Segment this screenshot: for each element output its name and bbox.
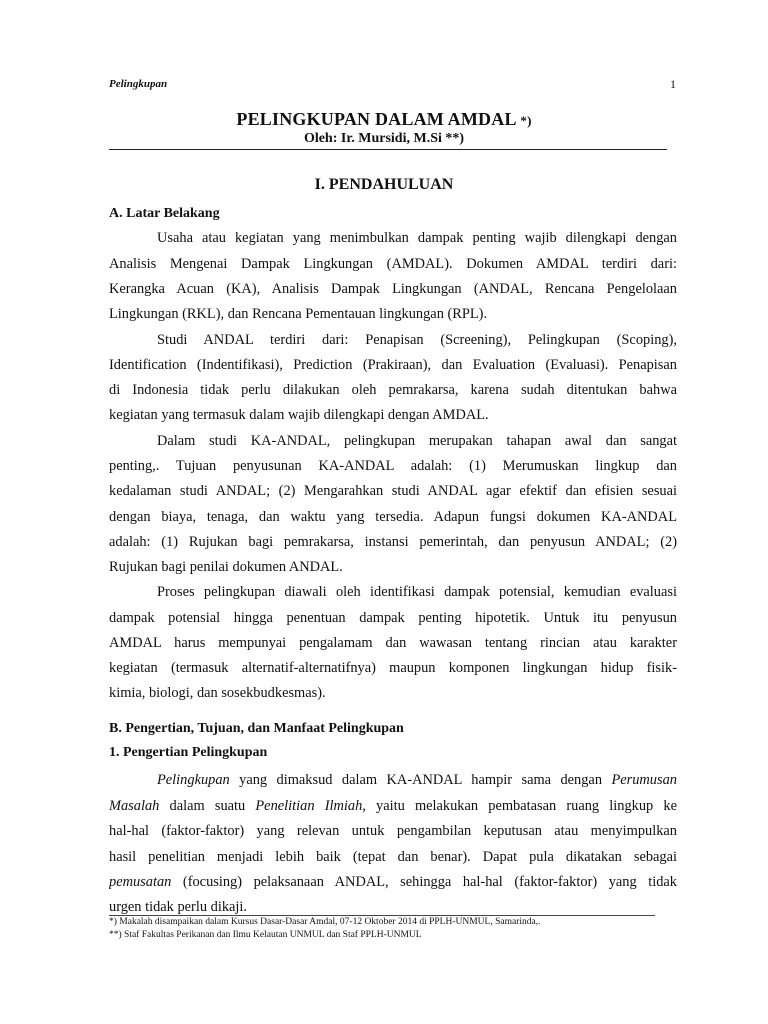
paragraph-line: adalah: (1) Rujukan bagi pemrakarsa, instansi pemerintah, dan penyusun ANDAL; (2) bbox=[109, 534, 677, 550]
paragraph-line: Lingkungan (RKL), dan Rencana Pementauan lingkungan (RPL). bbox=[109, 306, 488, 322]
document-title bbox=[0, 109, 768, 130]
paragraph-line: Analisis Mengenai Dampak Lingkungan (AMDAL). Dokumen AMDAL terdiri dari: bbox=[109, 256, 677, 272]
footnote-rule bbox=[109, 915, 655, 916]
title-footnote-mark: *) bbox=[520, 113, 532, 128]
italic-term: Penelitian Ilmiah bbox=[255, 798, 363, 814]
paragraph-line: Kerangka Acuan (KA), Analisis Dampak Lingkungan (ANDAL, Rencana Pengelolaan bbox=[109, 281, 677, 297]
italic-term: Pelingkupan bbox=[157, 772, 230, 788]
author-line: Oleh: Ir. Mursidi, M.Si **) bbox=[303, 131, 465, 146]
paragraph-line: hasil penelitian menjadi lebih baik (tepat dan benar). Dapat pula dikatakan sebagai bbox=[109, 849, 677, 865]
paragraph-line: Dalam studi KA-ANDAL, pelingkupan merupakan tahapan awal dan sangat bbox=[157, 433, 677, 449]
paragraph-line: Studi ANDAL terdiri dari: Penapisan (Screening), Pelingkupan (Scoping), bbox=[157, 332, 677, 348]
paragraph-line: kedalaman studi ANDAL; (2) Mengarahkan studi ANDAL agar efektif dan efisien sesuai bbox=[109, 483, 677, 499]
paragraph-line: kegiatan yang termasuk dalam wajib dilengkapi dengan AMDAL. bbox=[109, 407, 489, 423]
paragraph-line: penting,. Tujuan penyusunan KA-ANDAL adalah: (1) Merumuskan lingkup dan bbox=[109, 458, 677, 474]
paragraph-line bbox=[109, 793, 677, 819]
paragraph-line: Usaha atau kegiatan yang menimbulkan dampak penting wajib dilengkapi dengan bbox=[157, 230, 677, 246]
page-number: 1 bbox=[670, 77, 676, 91]
paragraph-line: AMDAL harus mempunyai pengalamam dan wawasan tentang rincian atau karakter bbox=[109, 635, 677, 651]
subsection-heading-pengertian-pelingkupan: 1. Pengertian Pelingkupan bbox=[109, 745, 268, 760]
paragraph-line: Identification (Indentifikasi), Prediction (Prakiraan), dan Evaluation (Evaluasi). Penapisan bbox=[109, 357, 677, 373]
paragraph-line: dampak potensial hingga penentuan dampak penting hipotetik. Untuk itu penyusun bbox=[109, 610, 677, 626]
text-run: (focusing) pelaksanaan ANDAL, sehingga hal-hal (faktor-faktor) yang tidak bbox=[171, 874, 677, 890]
paragraph-line: kegiatan (termasuk alternatif-alternatifnya) maupun komponen lingkungan hidup fisik- bbox=[109, 660, 677, 676]
paragraph-line: dengan biaya, tenaga, dan waktu yang tersedia. Adapun fungsi dokumen KA-ANDAL bbox=[109, 509, 677, 525]
italic-term: Perumusan bbox=[611, 772, 677, 788]
italic-term: pemusatan bbox=[109, 874, 172, 890]
text-run: yang dimaksud dalam KA-ANDAL hampir sama dengan bbox=[229, 772, 612, 788]
chapter-heading: I. PENDAHULUAN bbox=[314, 176, 454, 193]
footnote: *) Makalah disampaikan dalam Kursus Dasar-Dasar Amdal, 07-12 Oktober 2014 di PPLH-UNMUL, Samarinda,. bbox=[109, 917, 541, 927]
paragraph-line: Proses pelingkupan diawali oleh identifikasi dampak potensial, kemudian evaluasi bbox=[157, 584, 677, 600]
text-run: , yaitu melakukan pembatasan ruang lingkup ke bbox=[362, 798, 677, 814]
text-run: dalam suatu bbox=[159, 798, 256, 814]
footnote: **) Staf Fakultas Perikanan dan Ilmu Kelautan UNMUL dan Staf PPLH-UNMUL bbox=[109, 930, 422, 940]
paragraph-line bbox=[109, 869, 677, 895]
paragraph-line: di Indonesia tidak perlu dilakukan oleh pemrakarsa, karena sudah ditentukan bahwa bbox=[109, 382, 677, 398]
title-rule bbox=[109, 149, 667, 150]
title-text: PELINGKUPAN DALAM AMDAL bbox=[236, 109, 516, 129]
italic-term: Masalah bbox=[109, 798, 160, 814]
paragraph-line bbox=[157, 767, 677, 793]
paragraph-line: hal-hal (faktor-faktor) yang relevan untuk pengambilan keputusan atau menyimpulkan bbox=[109, 823, 677, 839]
paragraph-line: urgen tidak perlu dikaji. bbox=[109, 899, 248, 915]
paragraph-line: kimia, biologi, dan sosekbudkesmas). bbox=[109, 685, 326, 701]
section-heading-latar-belakang: A. Latar Belakang bbox=[109, 206, 220, 221]
paragraph-line: Rujukan bagi penilai dokumen ANDAL. bbox=[109, 559, 343, 575]
section-heading-pengertian: B. Pengertian, Tujuan, dan Manfaat Pelingkupan bbox=[109, 721, 404, 736]
running-header: Pelingkupan bbox=[109, 78, 168, 90]
